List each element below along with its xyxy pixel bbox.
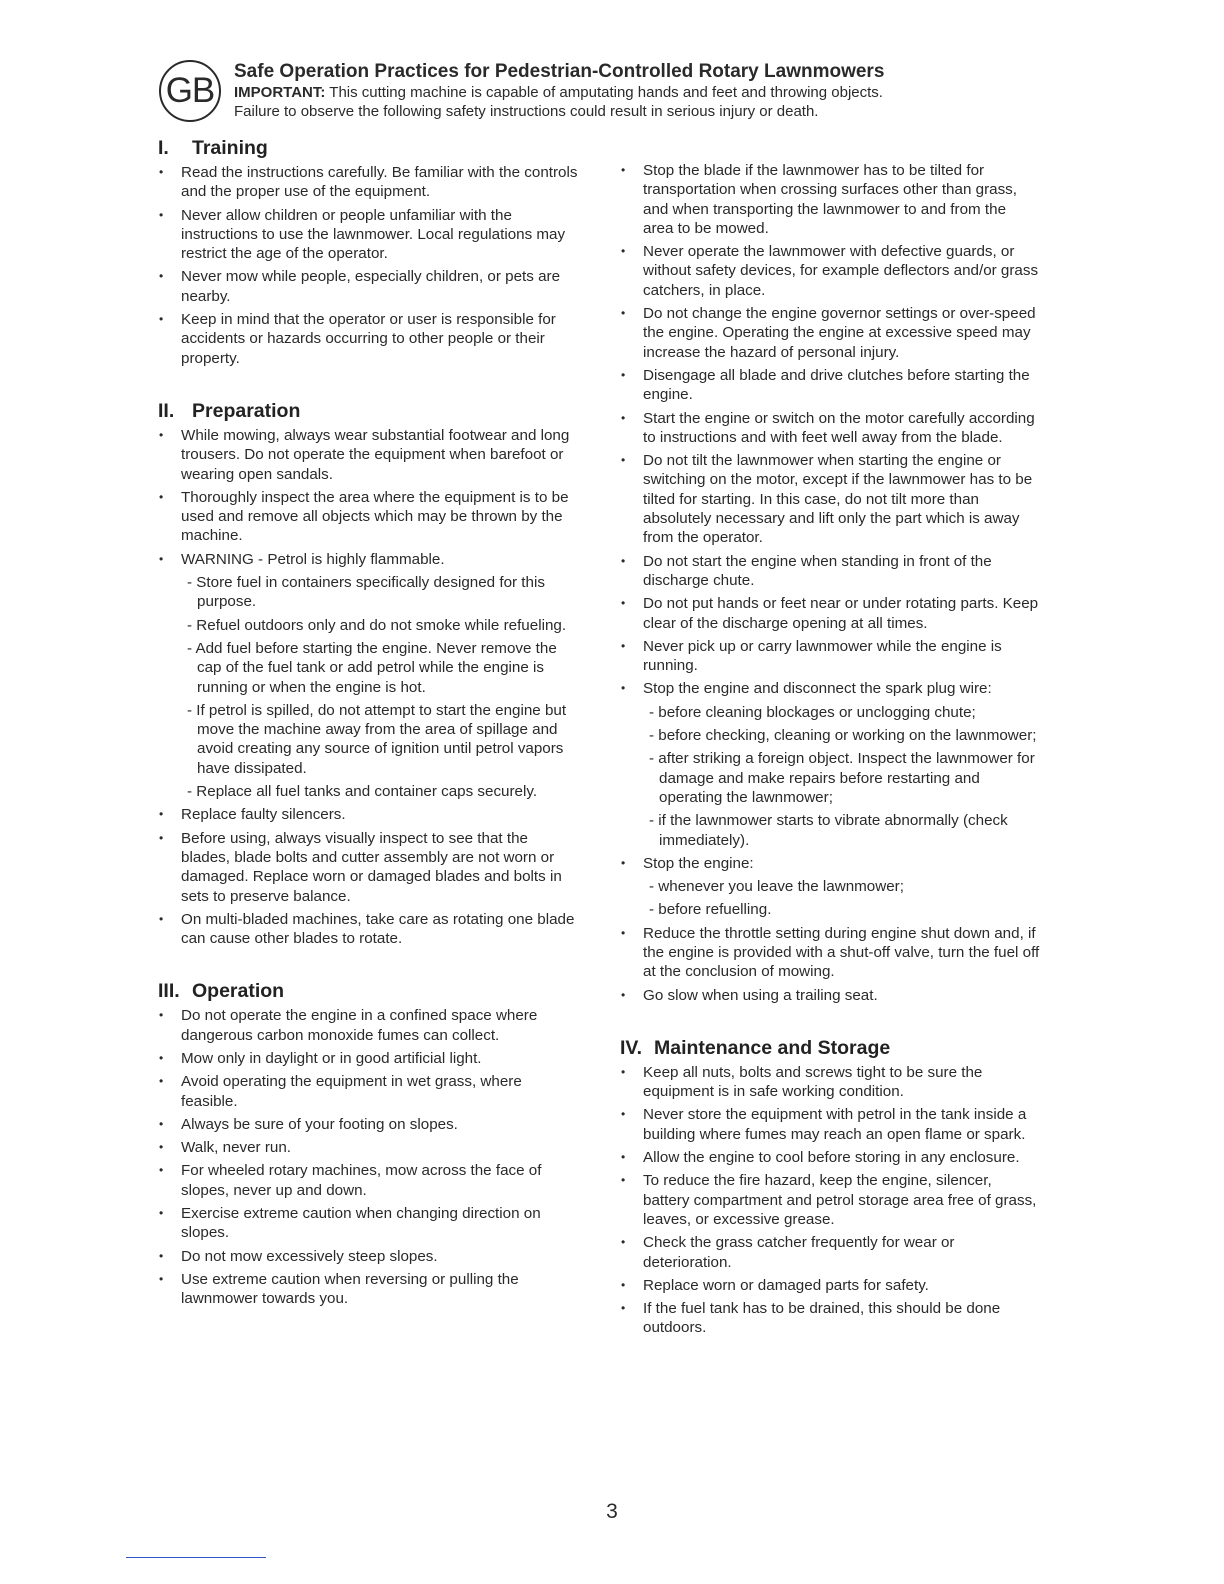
left-column (158, 136, 578, 1313)
list-item: • Read the instructions carefully. Be familiar with the controls and the proper use of the equipment. (158, 163, 578, 202)
list-item: • Stop the blade if the lawnmower has to be tilted for transportation when crossing surfaces other than grass, and when transporting the lawnmower to and from the area to be mowed. (620, 161, 1040, 238)
list-item: • Reduce the throttle setting during engine shut down and, if the engine is provided with a shut-off valve, turn the fuel off at the conclusion of mowing. (620, 924, 1040, 982)
list-item: • Stop the engine: (620, 854, 1040, 873)
list-item: • Use extreme caution when reversing or pulling the lawnmower towards you. (158, 1270, 578, 1309)
list-item: • Start the engine or switch on the motor carefully according to instructions and with feet well away from the blade. (620, 409, 1040, 448)
section-number: III. (158, 980, 180, 1003)
list-item: • Replace worn or damaged parts for safety. (620, 1276, 1040, 1295)
section-heading-training (158, 136, 578, 160)
list-item: • Never store the equipment with petrol in the tank inside a building where fumes may reach an open flame or spark. (620, 1105, 1040, 1144)
list-item: • Go slow when using a trailing seat. (620, 986, 1040, 1005)
list-item: • Never mow while people, especially children, or pets are nearby. (158, 267, 578, 306)
list-item: • Do not start the engine when standing in front of the discharge chute. (620, 552, 1040, 591)
page-number: 3 (606, 1500, 618, 1523)
sub-item: - Add fuel before starting the engine. Never remove the cap of the fuel tank or add petrol while the engine is running or when the engine is hot. (187, 639, 557, 696)
page-title: Safe Operation Practices for Pedestrian-Controlled Rotary Lawnmowers (234, 61, 885, 82)
list-item: • Never operate the lawnmower with defective guards, or without safety devices, for example deflectors and/or grass catchers, in place. (620, 242, 1040, 300)
section-title: Preparation (192, 399, 301, 422)
section-heading-operation (158, 979, 578, 1003)
section-spacer (620, 1009, 1040, 1036)
section-number: IV. (620, 1036, 643, 1059)
list-item: • On multi-bladed machines, take care as rotating one blade can cause other blades to rotate. (158, 910, 578, 949)
sub-item: - before refuelling. (649, 901, 772, 919)
sub-item: - Store fuel in containers specifically designed for this purpose. (187, 574, 545, 611)
section-heading-preparation (158, 399, 578, 423)
list-item: • Do not put hands or feet near or under rotating parts. Keep clear of the discharge opening at all times. (620, 594, 1040, 633)
document-header (157, 56, 1057, 126)
important-line (234, 83, 1054, 102)
sub-item: - after striking a foreign object. Inspect the lawnmower for damage and make repairs before restarting and operating the lawnmower; (649, 750, 1035, 806)
list-item: • If the fuel tank has to be drained, this should be done outdoors. (620, 1299, 1040, 1338)
important-text: This cutting machine is capable of amputating hands and feet and throwing objects. (329, 84, 883, 101)
list-item: • Always be sure of your footing on slopes. (158, 1115, 578, 1134)
list-item: • While mowing, always wear substantial footwear and long trousers. Do not operate the equipment when barefoot or wearing open sandals. (158, 426, 578, 484)
list-item: • Keep all nuts, bolts and screws tight to be sure the equipment is in safe working condition. (620, 1063, 1040, 1102)
sub-item: - If petrol is spilled, do not attempt to start the engine but move the machine away from the area of spillage and avoid creating any source of ignition until petrol vapors have dissipated. (187, 701, 567, 777)
section-spacer (158, 372, 578, 399)
list-item: • Never pick up or carry lawnmower while the engine is running. (620, 637, 1040, 676)
sub-item: - if the lawnmower starts to vibrate abnormally (check immediately). (649, 812, 1008, 849)
section-heading-maintenance (620, 1036, 1040, 1060)
header-text (234, 61, 1054, 121)
sub-item: - whenever you leave the lawnmower; (649, 878, 904, 896)
list-item: • Stop the engine and disconnect the spark plug wire: (620, 679, 1040, 698)
list-item: • Walk, never run. (158, 1138, 578, 1157)
sub-item: - before checking, cleaning or working on the lawnmower; (649, 727, 1037, 745)
list-item: • Disengage all blade and drive clutches before starting the engine. (620, 366, 1040, 405)
list-item: • WARNING - Petrol is highly flammable. (158, 550, 578, 569)
section-title: Training (192, 137, 268, 159)
section-spacer (158, 952, 578, 979)
list-item: • Do not mow excessively steep slopes. (158, 1247, 578, 1266)
list-item: • Do not tilt the lawnmower when starting the engine or switching on the motor, except if the lawnmower has to be tilted for starting. In this case, do not tilt more than absolutely necessary and lift only the part which is away from the operator. (620, 451, 1040, 547)
list-item: • Do not operate the engine in a confined space where dangerous carbon monoxide fumes can collect. (158, 1006, 578, 1045)
list-item: • To reduce the fire hazard, keep the engine, silencer, battery compartment and petrol storage area free of grass, leaves, or excessive grease. (620, 1171, 1040, 1229)
list-item: • Mow only in daylight or in good artificial light. (158, 1049, 578, 1068)
sub-item: - Refuel outdoors only and do not smoke while refueling. (187, 616, 567, 634)
sub-item: - before cleaning blockages or unclogging chute; (649, 703, 976, 721)
list-item: • Check the grass catcher frequently for wear or deterioration. (620, 1233, 1040, 1272)
section-number: I. (158, 137, 169, 159)
list-item: • Keep in mind that the operator or user is responsible for accidents or hazards occurring to other people or their property. (158, 310, 578, 368)
list-item: • Never allow children or people unfamiliar with the instructions to use the lawnmower. Local regulations may restrict the age of the operator. (158, 206, 578, 264)
footer-rule (126, 1557, 266, 1558)
important-label: IMPORTANT: (234, 84, 326, 101)
list-item: • Before using, always visually inspect to see that the blades, blade bolts and cutter assembly are not worn or damaged. Replace worn or damaged blades and bolts in sets to preserve balance. (158, 829, 578, 906)
list-item: • Do not change the engine governor settings or over-speed the engine. Operating the engine at excessive speed may increase the hazard of personal injury. (620, 304, 1040, 362)
list-item: • Avoid operating the equipment in wet grass, where feasible. (158, 1072, 578, 1111)
list-item: • Exercise extreme caution when changing direction on slopes. (158, 1204, 578, 1243)
section-title: Maintenance and Storage (654, 1036, 891, 1059)
gb-country-badge: GB (159, 60, 221, 122)
section-title: Operation (192, 980, 285, 1003)
list-item: • Replace faulty silencers. (158, 805, 578, 824)
list-item: • For wheeled rotary machines, mow across the face of slopes, never up and down. (158, 1161, 578, 1200)
sub-item: - Replace all fuel tanks and container caps securely. (187, 783, 538, 801)
right-column (620, 161, 1040, 1342)
section-number: II. (158, 399, 175, 422)
list-item: • Thoroughly inspect the area where the equipment is to be used and remove all objects which may be thrown by the machine. (158, 488, 578, 546)
list-item: • Allow the engine to cool before storing in any enclosure. (620, 1148, 1040, 1167)
warning-line: Failure to observe the following safety instructions could result in serious injury or death. (234, 103, 819, 120)
